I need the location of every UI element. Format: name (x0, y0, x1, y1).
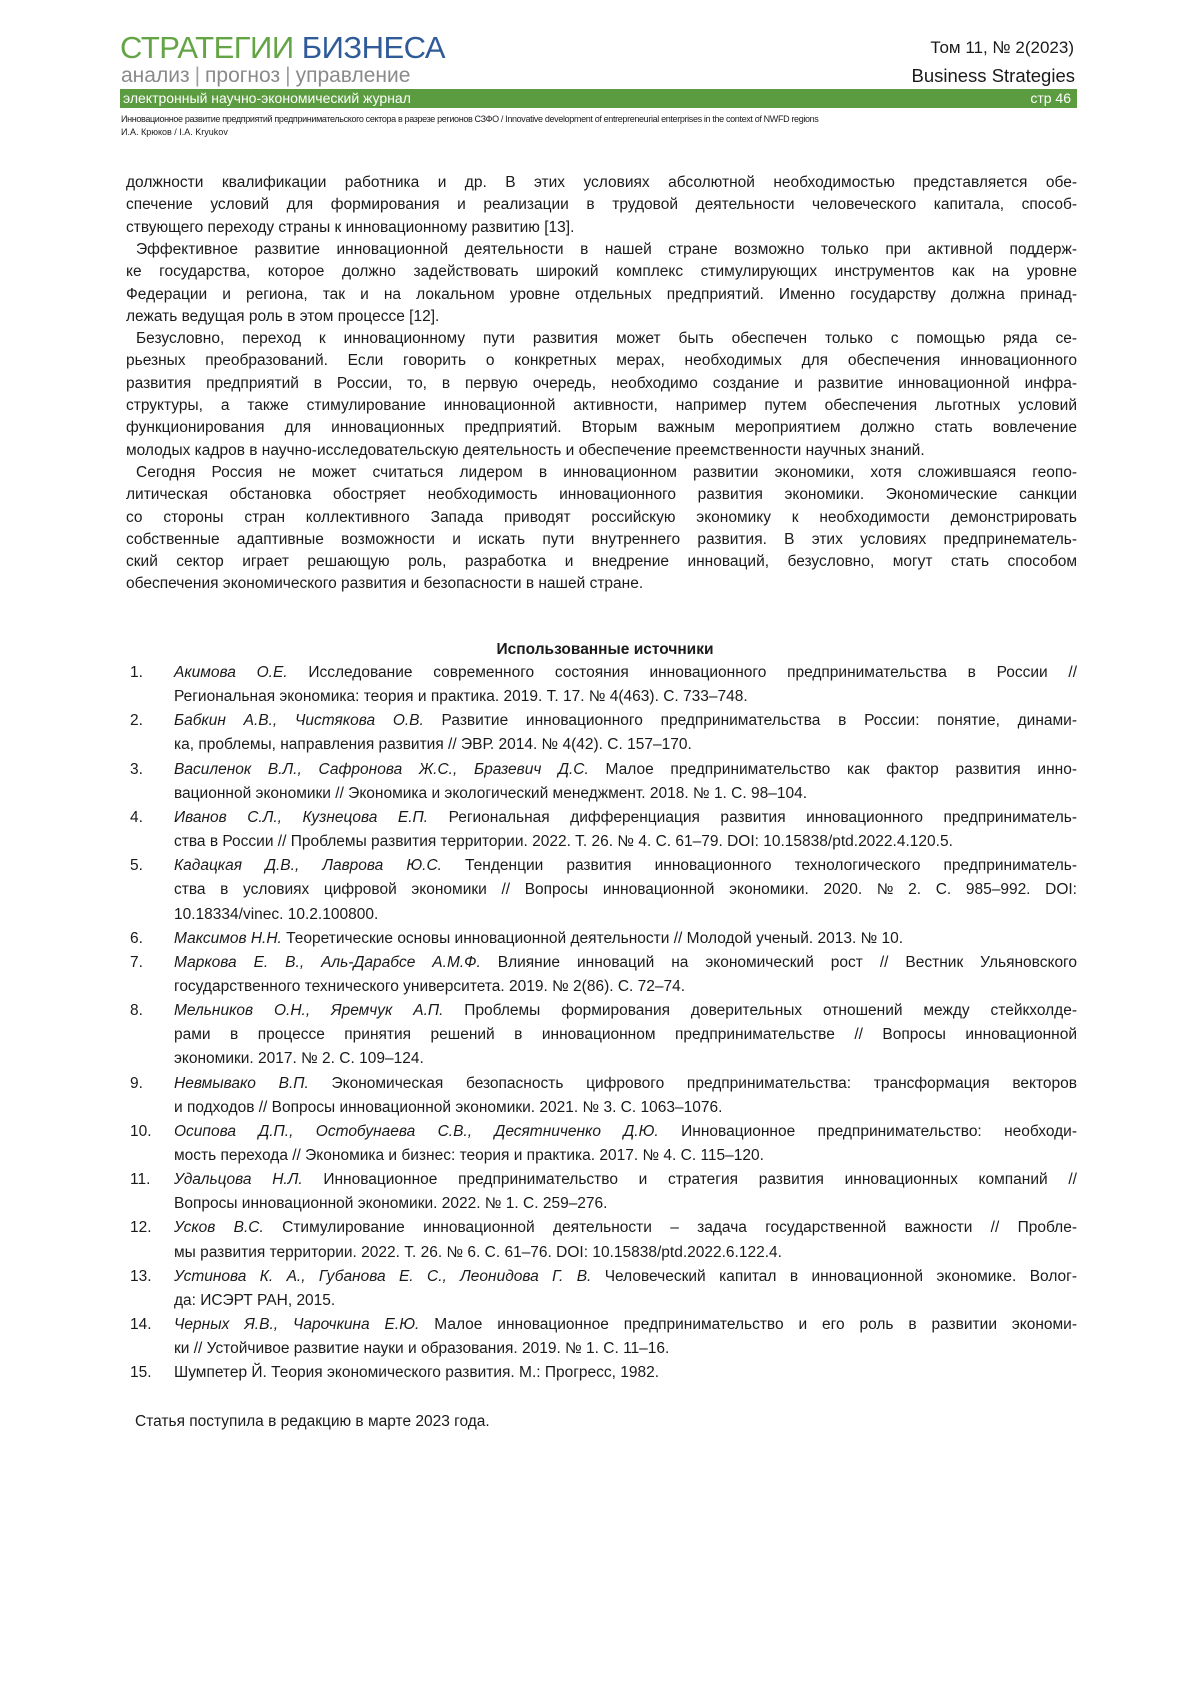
reference-line (174, 953, 1077, 973)
reference-text: государственного технического университета. 2019. № 2(86). С. 72–74. (174, 978, 685, 995)
reference-authors: Усков В.С. (174, 1219, 264, 1236)
reference-line (174, 1146, 764, 1166)
reference-line (174, 687, 748, 707)
logo-part-2: БИЗНЕСА (302, 30, 445, 65)
journal-logo-title (120, 30, 445, 66)
reference-line (174, 929, 903, 949)
journal-banner (120, 89, 1077, 108)
reference-number: 8. (130, 1001, 143, 1021)
reference-number: 2. (130, 711, 143, 731)
reference-line (174, 977, 685, 997)
reference-text: Вопросы инновационной экономики. 2022. № 1. С. 259–276. (174, 1195, 607, 1212)
reference-authors: Невмывако В.П. (174, 1075, 309, 1092)
reference-text: ства в условиях цифровой экономики // Вопросы инновационной экономики. 2020. № 2. С. 985–992. DOI: (174, 881, 1077, 898)
text-line: ке государства, которое должно задействовать широкий комплекс стимулирующих инструментов как на уровне (126, 262, 1077, 282)
reference-line (174, 784, 807, 804)
reference-text: Проблемы формирования доверительных отношений между стейкхолде- (443, 1002, 1077, 1019)
text-line: Сегодня Россия не может считаться лидером в инновационном развитии экономики, хотя сложившаяся геопо- (136, 463, 1077, 483)
text-line: функционирования для инновационных предприятий. Вторым важным мероприятием должно стать вовлечение (126, 418, 1077, 438)
reference-text: экономики. 2017. № 2. С. 109–124. (174, 1050, 424, 1067)
logo-sub-2: прогноз (205, 64, 280, 87)
reference-line (174, 1267, 1077, 1287)
references-title: Использованные источники (0, 640, 1200, 660)
text-line: должности квалификации работника и др. В этих условиях абсолютной необходимостью представляется обе- (126, 173, 1077, 193)
reference-number: 6. (130, 929, 143, 949)
text-line: обеспечения экономического развития и безопасности в нашей стране. (126, 574, 643, 594)
text-line: ствующего переходу страны к инновационному развитию [13]. (126, 218, 574, 238)
reference-text: Малое инновационное предпринимательство и его роль в развитии экономи- (419, 1316, 1077, 1333)
reference-text: ства в России // Проблемы развития территории. 2022. Т. 26. № 4. С. 61–79. DOI: 10.15838/ptd.2022.4.120.5. (174, 833, 953, 850)
reference-text: Инновационное предпринимательство: необходи- (659, 1123, 1077, 1140)
reference-number: 13. (130, 1267, 152, 1287)
reference-text: Малое предпринимательство как фактор развития инно- (589, 761, 1077, 778)
reference-text: мость перехода // Экономика и бизнес: теория и практика. 2017. № 4. С. 115–120. (174, 1147, 764, 1164)
reference-line (174, 1218, 1077, 1238)
reference-text: Тенденции развития инновационного технологического предприниматель- (442, 857, 1077, 874)
text-line: развития предприятий в России, то, в первую очередь, необходимо создание и развитие инновационной инфра- (126, 374, 1077, 394)
reference-line (174, 832, 953, 852)
volume-issue: Том 11, № 2(2023) (930, 37, 1074, 59)
reference-number: 5. (130, 856, 143, 876)
reference-line (174, 1049, 424, 1069)
reference-authors: Маркова Е. В., Аль-Дарабсе А.М.Ф. (174, 954, 481, 971)
reference-text: Влияние инноваций на экономический рост // Вестник Ульяновского (481, 954, 1077, 971)
reference-text: Инновационное предпринимательство и стратегия развития инновационных компаний // (303, 1171, 1077, 1188)
reference-line (174, 1363, 659, 1383)
reference-line (174, 1122, 1077, 1142)
text-line: ский сектор играет решающую роль, разработка и внедрение инноваций, безусловно, могут стать способом (126, 552, 1077, 572)
reference-number: 15. (130, 1363, 152, 1383)
reference-text: Шумпетер Й. Теория экономического развития. М.: Прогресс, 1982. (174, 1364, 659, 1381)
reference-line (174, 1001, 1077, 1021)
text-line: структуры, а также стимулирование инновационной активности, например путем обеспечения льготных условий (126, 396, 1077, 416)
reference-line (174, 1098, 722, 1118)
reference-text: ка, проблемы, направления развития // ЭВР. 2014. № 4(42). С. 157–170. (174, 736, 692, 753)
separator: | (285, 64, 290, 87)
text-line: Федерации и региона, так и на локальном уровне отдельных предприятий. Именно государству должна принад- (126, 285, 1077, 305)
reference-number: 9. (130, 1074, 143, 1094)
reference-text: Региональная экономика: теория и практика. 2019. Т. 17. № 4(463). С. 733–748. (174, 688, 748, 705)
reference-text: Человеческий капитал в инновационной экономике. Волог- (591, 1268, 1077, 1285)
separator: | (195, 64, 200, 87)
text-line: Безусловно, переход к инновационному пути развития может быть обеспечен только с помощью ряда се- (136, 329, 1077, 349)
reference-text: 10.18334/vinec. 10.2.100800. (174, 906, 378, 923)
text-line: со стороны стран коллективного Запада приводят российскую экономику к необходимости демонстрировать (126, 508, 1077, 528)
running-title: Инновационное развитие предприятий предпринимательского сектора в разрезе регионов СЗФО / Innovative development of entrepreneurial enterprises in the context of NWFD regions (121, 113, 818, 125)
reference-line (174, 905, 378, 925)
logo-part-1: СТРАТЕГИИ (120, 30, 294, 65)
reference-number: 1. (130, 663, 143, 683)
logo-sub-3: управление (296, 64, 411, 87)
reference-authors: Максимов Н.Н. (174, 930, 282, 947)
reference-line (174, 1291, 335, 1311)
reference-text: и подходов // Вопросы инновационной экономики. 2021. № 3. С. 1063–1076. (174, 1099, 722, 1116)
reference-text: Теоретические основы инновационной деятельности // Молодой ученый. 2013. № 10. (282, 930, 903, 947)
reference-line (174, 1243, 782, 1263)
reference-authors: Иванов С.Л., Кузнецова Е.П. (174, 809, 428, 826)
reference-line (174, 808, 1077, 828)
reference-number: 7. (130, 953, 143, 973)
reference-line (174, 1315, 1077, 1335)
reference-text: ки // Устойчивое развитие науки и образования. 2019. № 1. С. 11–16. (174, 1340, 669, 1357)
text-line: рьезных преобразований. Если говорить о конкретных мерах, необходимых для обеспечения инновационного (126, 351, 1077, 371)
reference-authors: Устинова К. А., Губанова Е. С., Леонидова Г. В. (174, 1268, 591, 1285)
reference-text: мы развития территории. 2022. Т. 26. № 6. С. 61–76. DOI: 10.15838/ptd.2022.6.122.4. (174, 1244, 782, 1261)
reference-authors: Осипова Д.П., Остобунаева С.В., Десятниченко Д.Ю. (174, 1123, 659, 1140)
text-line: собственные адаптивные возможности и искать пути внутреннего развития. В этих условиях предпринематель- (126, 530, 1077, 550)
reference-authors: Кадацкая Д.В., Лаврова Ю.С. (174, 857, 442, 874)
reference-line (174, 856, 1077, 876)
reference-authors: Мельников О.Н., Яремчук А.П. (174, 1002, 443, 1019)
reference-authors: Удальцова Н.Л. (174, 1171, 303, 1188)
text-line: лежать ведущая роль в этом процессе [12]. (126, 307, 439, 327)
journal-logo-subtitle (121, 64, 410, 88)
text-line: молодых кадров в научно-исследовательскую деятельность и обеспечение преемственности научных знаний. (126, 441, 925, 461)
reference-text: Развитие инновационного предпринимательства в России: понятие, динами- (424, 712, 1077, 729)
journal-name-en: Business Strategies (911, 64, 1075, 88)
reference-line (174, 1170, 1077, 1190)
reference-line (174, 880, 1077, 900)
reference-line (174, 1339, 669, 1359)
reference-text: да: ИСЭРТ РАН, 2015. (174, 1292, 335, 1309)
reference-text: Региональная дифференциация развития инновационного предприниматель- (428, 809, 1077, 826)
reference-number: 14. (130, 1315, 152, 1335)
reference-text: рами в процессе принятия решений в инновационном предпринимательстве // Вопросы инновационной (174, 1026, 1077, 1043)
reference-line (174, 735, 692, 755)
text-line: спечение условий для формирования и реализации в трудовой деятельности человеческого капитала, способ- (126, 195, 1077, 215)
reference-authors: Василенок В.Л., Сафронова Ж.С., Бразевич Д.С. (174, 761, 589, 778)
reference-line (174, 711, 1077, 731)
logo-sub-1: анализ (121, 64, 190, 87)
reference-number: 4. (130, 808, 143, 828)
running-authors: И.А. Крюков / I.A. Kryukov (121, 126, 228, 138)
reference-text: Исследование современного состояния инновационного предпринимательства в России // (288, 664, 1077, 681)
reference-number: 11. (130, 1170, 150, 1190)
reference-text: Стимулирование инновационной деятельности – задача государственной важности // Пробле- (264, 1219, 1077, 1236)
reference-line (174, 1194, 607, 1214)
reference-line (174, 663, 1077, 683)
reference-authors: Акимова О.Е. (174, 664, 288, 681)
reference-text: вационной экономики // Экономика и экологический менеджмент. 2018. № 1. С. 98–104. (174, 785, 807, 802)
reference-line (174, 1025, 1077, 1045)
journal-type: электронный научно-экономический журнал (123, 89, 411, 108)
text-line: литическая обстановка обостряет необходимость инновационного развития экономики. Экономические санкции (126, 485, 1077, 505)
reference-text: Экономическая безопасность цифрового предпринимательства: трансформация векторов (309, 1075, 1077, 1092)
reference-line (174, 760, 1077, 780)
reference-number: 3. (130, 760, 143, 780)
reference-authors: Черных Я.В., Чарочкина Е.Ю. (174, 1316, 419, 1333)
text-line: Эффективное развитие инновационной деятельности в нашей стране возможно только при активной поддерж- (136, 240, 1077, 260)
reference-line (174, 1074, 1077, 1094)
received-note: Статья поступила в редакцию в марте 2023 года. (135, 1412, 490, 1432)
reference-authors: Бабкин А.В., Чистякова О.В. (174, 712, 424, 729)
page-number: стр 46 (1030, 89, 1071, 108)
reference-number: 10. (130, 1122, 152, 1142)
reference-number: 12. (130, 1218, 152, 1238)
